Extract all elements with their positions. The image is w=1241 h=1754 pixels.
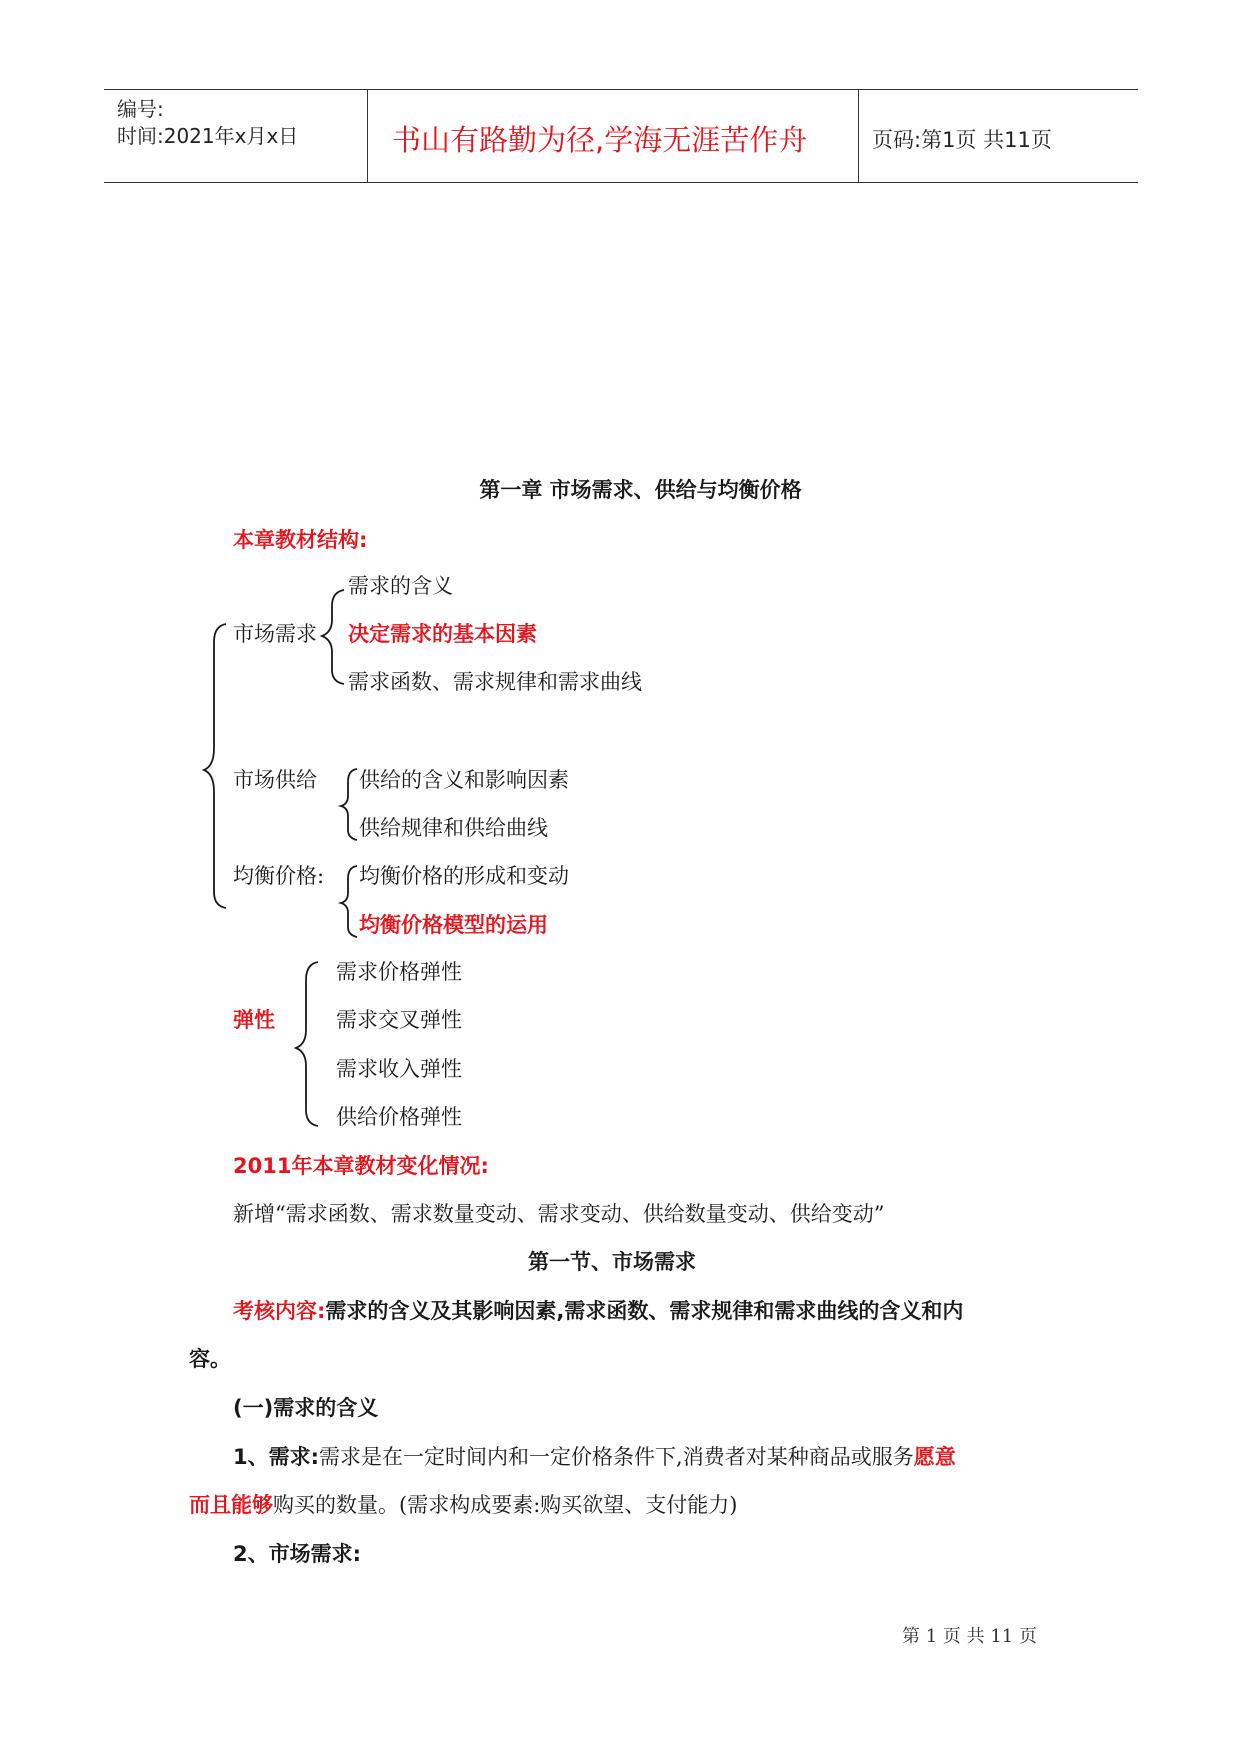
tree-item-equilibrium-model: 均衡价格模型的运用 [359,913,548,937]
item1-text-a: 需求是在一定时间内和一定价格条件下,消费者对某种商品或服务 [319,1445,914,1469]
tree-item-demand-meaning: 需求的含义 [348,574,453,598]
header-number-label: 编号: [117,97,164,121]
section-title: 第一节、市场需求 [528,1250,696,1274]
item1-text-b: 购买的数量。(需求构成要素:购买欲望、支付能力) [273,1493,738,1517]
brace-supply [341,769,357,840]
exam-text-line2: 容。 [189,1347,231,1371]
tree-item-demand-factors: 决定需求的基本因素 [348,622,537,646]
item1-paragraph-cont [189,1489,737,1519]
change-text: 新增“需求函数、需求数量变动、需求变动、供给数量变动、供给变动” [233,1202,885,1226]
brace-equilibrium [341,866,357,937]
structure-heading: 本章教材结构: [233,528,368,552]
header-page-info: 页码:第1页 共11页 [872,128,1052,152]
brace-elasticity [296,962,318,1126]
subsection-title: (一)需求的含义 [233,1396,379,1420]
tree-label-equilibrium: 均衡价格: [233,864,325,888]
item2-label: 2、市场需求: [233,1542,362,1566]
tree-item-equilibrium-formation: 均衡价格的形成和变动 [359,864,569,888]
tree-label-market-supply: 市场供给 [233,768,317,792]
tree-label-elasticity: 弹性 [233,1008,275,1032]
tree-item-demand-function: 需求函数、需求规律和需求曲线 [348,670,642,694]
item1-emph-a: 愿意 [913,1445,956,1469]
tree-item-supply-law: 供给规律和供给曲线 [359,816,548,840]
tree-item-elasticity-cross: 需求交叉弹性 [336,1008,462,1032]
tree-item-elasticity-price: 需求价格弹性 [336,960,462,984]
tree-item-elasticity-supply: 供给价格弹性 [336,1105,462,1129]
change-heading: 2011年本章教材变化情况: [233,1154,489,1178]
brace-demand [322,590,344,684]
chapter-title: 第一章 市场需求、供给与均衡价格 [479,478,802,502]
item1-label: 1、需求: [233,1445,320,1469]
tree-item-supply-meaning: 供给的含义和影响因素 [359,768,569,792]
tree-item-elasticity-income: 需求收入弹性 [336,1057,462,1081]
header-time-label: 时间:2021年x月x日 [117,124,299,148]
exam-text-line1: 需求的含义及其影响因素,需求函数、需求规律和需求曲线的含义和内 [325,1299,964,1323]
footer-page-number: 第 1 页 共 11 页 [902,1626,1037,1647]
tree-label-market-demand: 市场需求 [233,622,317,646]
header-motto: 书山有路勤为径,学海无涯苦作舟 [392,123,808,157]
exam-label: 考核内容: [233,1299,326,1323]
brace-outer [204,624,226,908]
item1-paragraph [233,1441,956,1471]
exam-paragraph [233,1295,963,1325]
item1-emph-b: 而且能够 [189,1493,273,1517]
